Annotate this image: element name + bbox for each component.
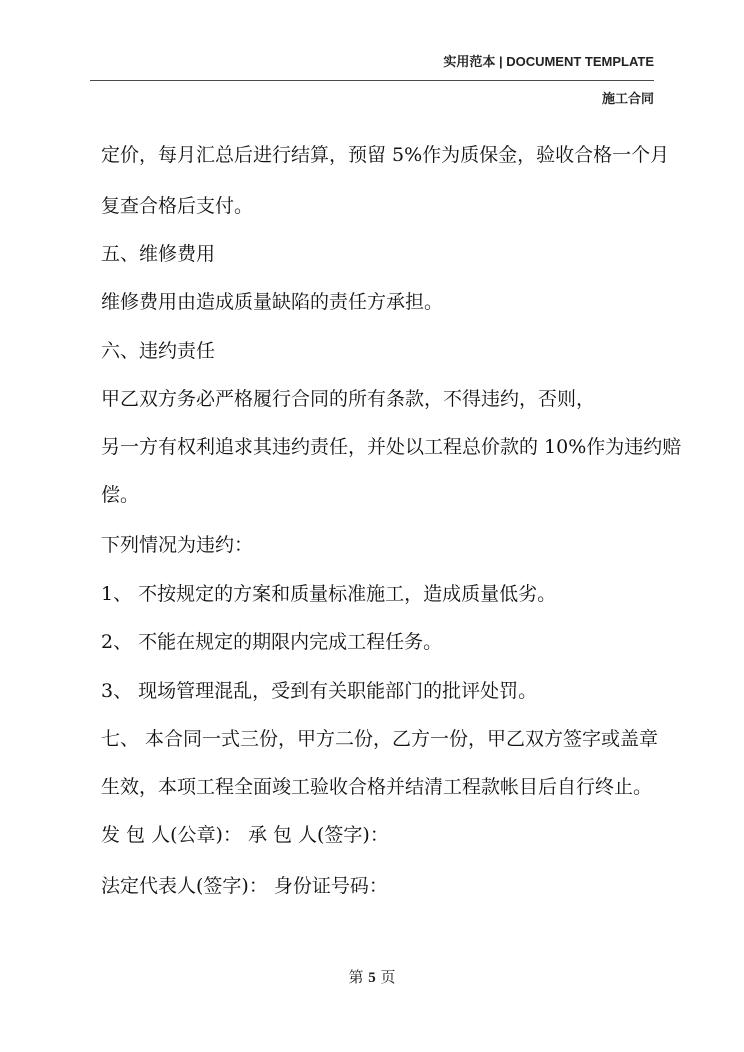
signature-line: 发 包 人(公章)： 承 包 人(签字)： [101,824,389,846]
page-prefix: 第 [348,968,364,986]
section-heading: 七、 本合同一式三份，甲方二份，乙方一份，甲乙双方签字或盖章 [101,728,659,750]
document-type-label: 施工合同 [601,91,654,106]
section-heading: 六、违约责任 [101,340,216,362]
body-line: 甲乙双方务必严格履行合同的所有条款，不得违约，否则， [101,388,596,410]
body-line: 复查合格后支付。 [101,195,254,217]
list-item: 2、 不能在规定的期限内完成工程任务。 [101,631,443,653]
section-heading: 五、维修费用 [101,243,216,265]
body-line: 生效，本项工程全面竣工验收合格并结清工程款帐目后自行终止。 [101,776,653,798]
body-line: 下列情况为违约： [101,534,254,556]
body-line: 维修费用由造成质量缺陷的责任方承担。 [101,291,444,313]
page-number: 5 [368,970,376,986]
body-line: 偿。 [101,484,140,506]
page-suffix: 页 [380,968,396,986]
body-line: 定价，每月汇总后进行结算，预留 5%作为质保金，验收合格一个月 [101,144,670,166]
header-title: 实用范本 | DOCUMENT TEMPLATE [443,54,654,69]
signature-line: 法定代表人(签字)： 身份证号码： [101,875,388,897]
list-item: 1、 不按规定的方案和质量标准施工，造成质量低劣。 [101,583,557,605]
list-item: 3、 现场管理混乱，受到有关职能部门的批评处罚。 [101,680,538,702]
body-line: 另一方有权利追求其违约责任，并处以工程总价款的 10%作为违约赔 [101,436,682,458]
header-divider [90,80,654,81]
page-footer [0,966,744,987]
